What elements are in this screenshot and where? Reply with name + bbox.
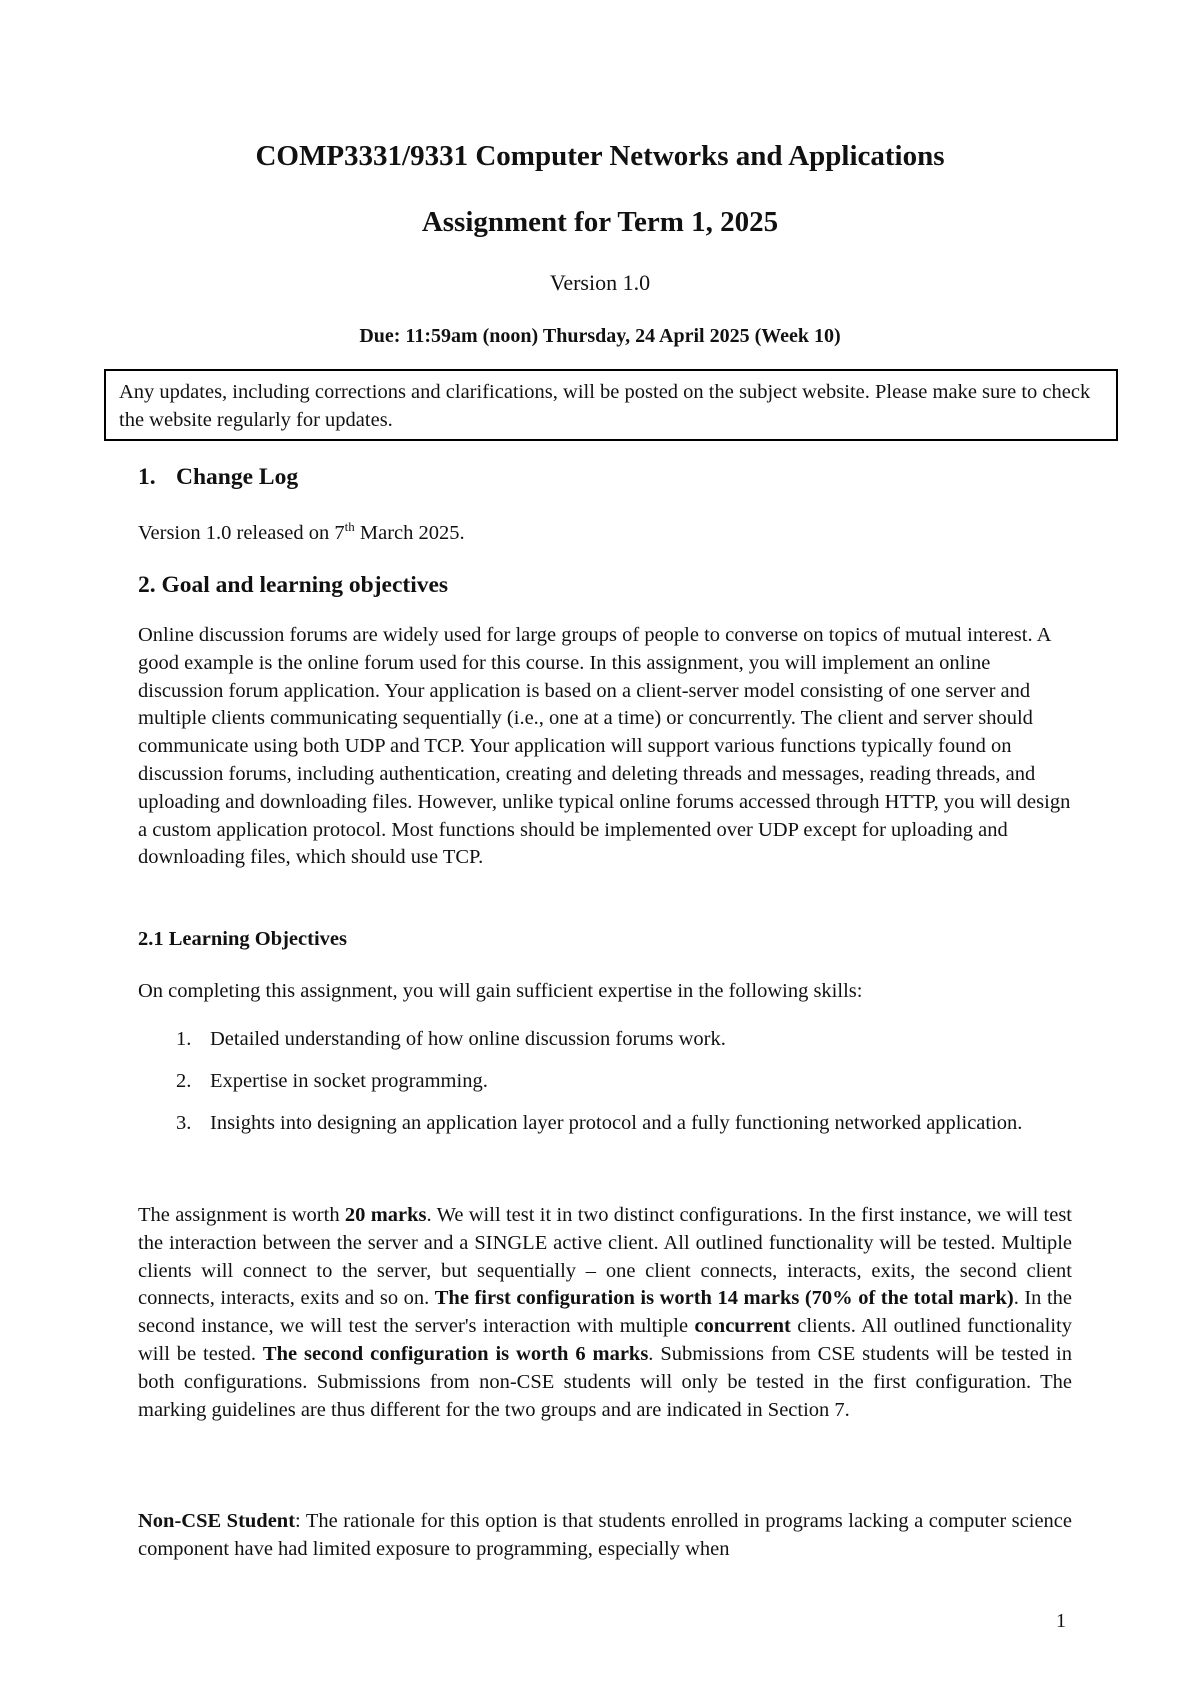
marks-text: . Submissions from CSE students will be tested in both configurations. Submissions from non-CSE students will only be tested in the first configuration. The marking guidelines are thus different for the two groups and are indicated in Section 7. [138,1342,1072,1421]
section-title: Change Log [176,464,299,490]
document-subtitle: Assignment for Term 1, 2025 [421,206,779,238]
marks-text: . We will test it in two distinct configurations. In the first instance, we will test the interaction between the server and a SINGLE active client. All outlined functionality will be tested. Multiple clients will connect to the server, but sequentially – one client connects, interacts, exits, the second client connects, interacts, exits and so on. [138,1204,1072,1310]
list-item-text: Insights into designing an application layer protocol and a fully functioning networked application. [210,1112,1023,1134]
list-item [138,1068,1072,1096]
marks-bold: The first configuration is worth 14 marks (70% of the total mark) [434,1287,1014,1310]
marks-bold: The second configuration is worth 6 marks [262,1342,649,1365]
list-item [138,1110,1072,1138]
due-date: Due: 11:59am (noon) Thursday, 24 April 2025 (Week 10) [359,325,841,347]
list-item-number: 3. [176,1112,192,1134]
document-title: COMP3331/9331 Computer Networks and Applications [255,140,945,172]
list-item-text: Detailed understanding of how online discussion forums work. [210,1028,726,1050]
ordinal-suffix: th [344,519,355,535]
marks-text: . In the second instance, we will test the server's interaction with multiple [138,1287,1073,1338]
list-item-number: 2. [176,1070,192,1092]
marks-text: The assignment is worth [138,1204,345,1226]
page-number: 1 [1056,1610,1066,1632]
non-cse-paragraph [138,1508,1072,1564]
non-cse-text: : The rationale for this option is that students enrolled in programs lacking a computer science component have had limited exposure to programming, especially when [138,1510,1072,1560]
goals-paragraph: Online discussion forums are widely used for large groups of people to converse on topics of mutual interest. A good example is the online forum used for this course. In this assignment, you will implement an online discussion forum application. Your application is based on a client-server model consisting of one server and multiple clients communicating sequentially (i.e., one at a time) or concurrently. The client and server should communicate using both UDP and TCP. Your application will support various functions typically found on discussion forums, including authentication, creating and deleting threads and messages, reading threads, and uploading and downloading files. However, unlike typical online forums accessed through HTTP, you will design a custom application protocol. Most functions should be implemented over UDP except for uploading and downloading files, which should use TCP. [138,624,1071,869]
section-number: 1. [138,464,156,490]
marks-bold: concurrent [694,1315,791,1338]
change-log-text [138,520,1072,548]
marks-paragraph [138,1202,1072,1424]
subsection-heading-learning-objectives: 2.1 Learning Objectives [138,928,347,950]
marks-bold: 20 marks [344,1204,427,1226]
list-item-number: 1. [176,1028,192,1050]
non-cse-label: Non-CSE Student [138,1510,296,1532]
section-heading-goals: 2. Goal and learning objectives [138,572,449,598]
objectives-intro: On completing this assignment, you will gain sufficient expertise in the following skills: [138,980,863,1002]
change-log-text-main: Version 1.0 released on 7 [138,522,345,544]
change-log-text-end: March 2025. [354,522,465,544]
section-heading-change-log [138,464,298,491]
list-item-text: Expertise in socket programming. [210,1070,488,1092]
version-label: Version 1.0 [549,270,651,295]
update-notice-box: Any updates, including corrections and clarifications, will be posted on the subject website. Please make sure to check the website regularly for updates. [104,369,1118,441]
list-item [138,1026,1072,1054]
marks-text: clients. All outlined functionality will be tested. [138,1315,1072,1365]
